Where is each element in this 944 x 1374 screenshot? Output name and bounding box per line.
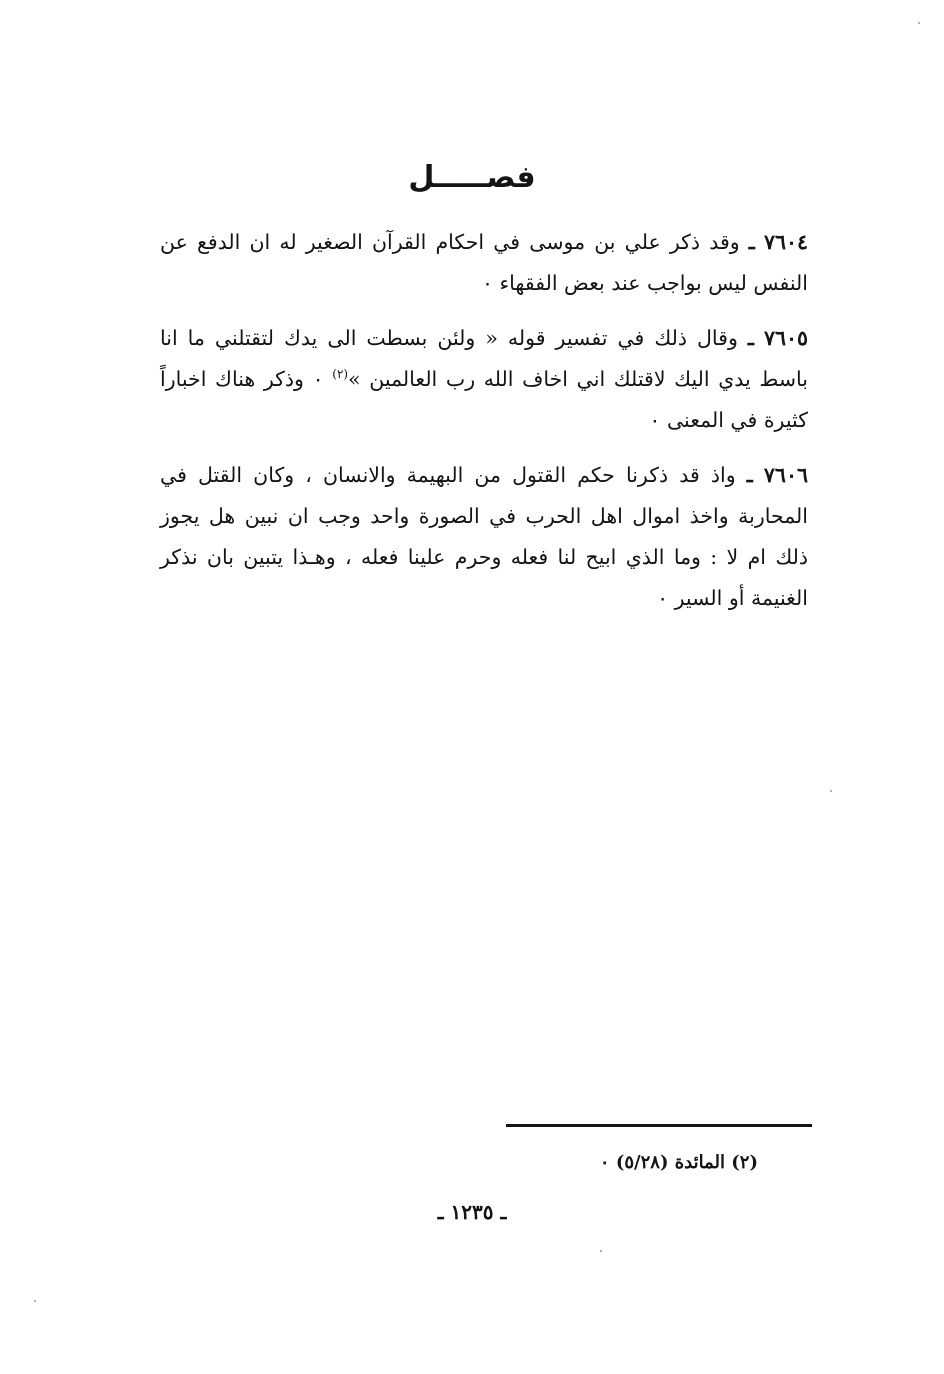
page-number: ـ ١٢٣٥ ـ bbox=[437, 1200, 507, 1224]
section-heading-text: فصـــــل bbox=[408, 160, 536, 195]
paragraph-text-continued: ٠ وذكر هناك اخباراً كثيرة في المعنى ٠ bbox=[160, 367, 808, 432]
paragraph-number: ٧٦٠٤ bbox=[763, 230, 808, 254]
scan-speck bbox=[34, 1300, 36, 1302]
paragraph-number: ٧٦٠٦ bbox=[763, 463, 808, 487]
paragraph-number: ٧٦٠٥ bbox=[763, 326, 808, 350]
footnote-divider bbox=[506, 1124, 812, 1127]
paragraph-dash: ـ bbox=[747, 326, 754, 350]
paragraph-7604 bbox=[160, 222, 808, 304]
section-heading bbox=[0, 160, 944, 195]
paragraph-text: وقال ذلك في تفسير قوله « ولئن بسطت الى يدك لتقتلني ما انا باسط يدي اليك لاقتلك اني اخاف الله رب العالمين » bbox=[160, 326, 808, 391]
footnote: (٢) المائدة (٥/٢٨) ٠ bbox=[599, 1152, 758, 1173]
paragraph-dash: ـ bbox=[746, 463, 753, 487]
paragraph-7605 bbox=[160, 318, 808, 441]
paragraph-text: واذ قد ذكرنا حكم القتول من البهيمة والانسان ، وكان القتل في المحاربة واخذ اموال اهل الحرب في الصورة واحد وجب ان نبين هل يجوز ذلك ام لا : وما الذي ابيح لنا فعله وحرم علينا فعله ، وهـذا يتبين بان نذكر الغنيمة أو السير ٠ bbox=[160, 463, 808, 610]
paragraph-text: وقد ذكر علي بن موسى في احكام القرآن الصغير له ان الدفع عن النفس ليس بواجب عند بعض الفقهاء ٠ bbox=[160, 230, 808, 295]
main-text bbox=[160, 222, 808, 633]
paragraph-7606 bbox=[160, 455, 808, 619]
paragraph-dash: ـ bbox=[748, 230, 755, 254]
scan-speck bbox=[600, 1250, 602, 1252]
scan-speck bbox=[918, 22, 920, 24]
footnote-reference: (٢) bbox=[332, 367, 349, 382]
scan-speck bbox=[830, 790, 832, 792]
